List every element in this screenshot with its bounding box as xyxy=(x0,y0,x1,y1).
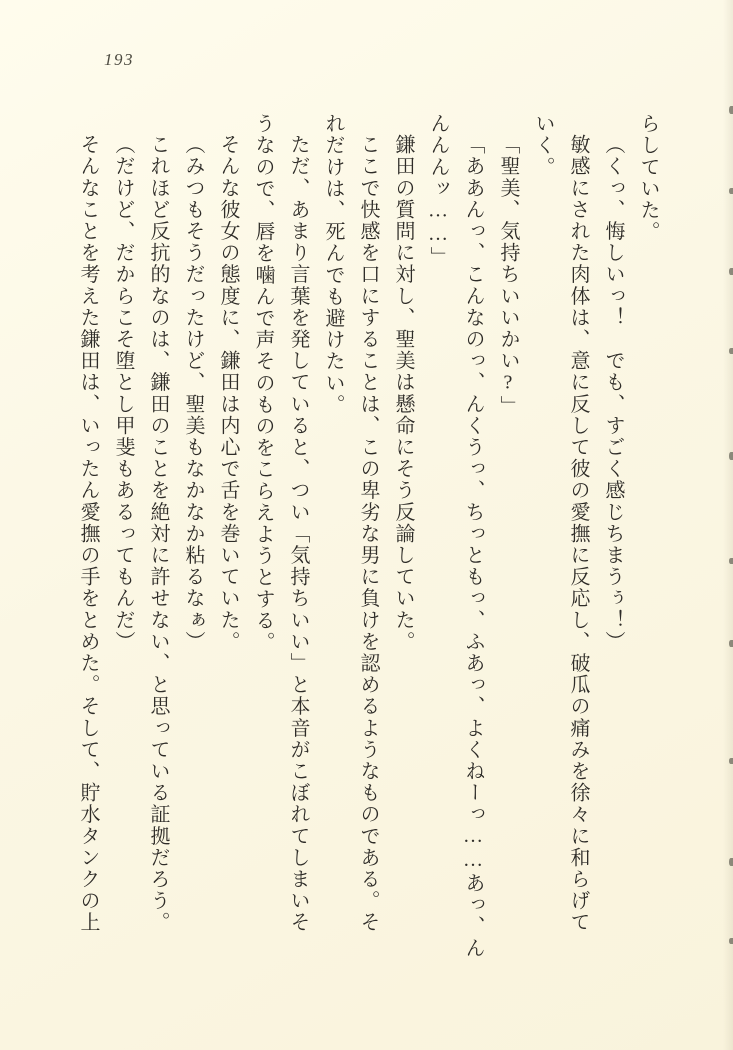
text-line: 鎌田の質問に対し、聖美は懸命にそう反論していた。 xyxy=(392,134,414,653)
text-line: ただ、あまり言葉を発していると、つい「気持ちいい」と本音がこぼれてしまいそ xyxy=(287,134,309,934)
text-line: 「聖美、気持ちいいかい?」 xyxy=(497,134,519,417)
scan-artifact xyxy=(729,938,733,944)
scan-artifact xyxy=(729,758,733,764)
scan-gutter-shade xyxy=(723,0,733,1050)
text-line: （くっ、悔しいっ！ でも、すごく感じちまうぅ！） xyxy=(602,134,624,653)
text-line: らしていた。 xyxy=(637,113,659,243)
text-line: （だけど、だからこそ堕とし甲斐もあるってもんだ） xyxy=(112,134,134,653)
scan-artifact xyxy=(729,106,733,114)
text-line: 敏感にされた肉体は、意に反して彼の愛撫に反応し、破瓜の痛みを徐々に和らげて xyxy=(567,134,589,934)
text-line: これほど反抗的なのは、鎌田のことを絶対に許せない、と思っている証拠だろう。 xyxy=(147,134,169,934)
text-line: んんんッ……」 xyxy=(427,113,449,269)
text-line: うなので、唇を噛んで声そのものをこらえようとする。 xyxy=(252,113,274,653)
text-line: ここで快感を口にすることは、この卑劣な男に負けを認めるようなものである。そ xyxy=(357,134,379,934)
scan-artifact xyxy=(729,640,733,647)
scan-artifact xyxy=(729,858,733,866)
scan-artifact xyxy=(729,268,733,275)
text-line: そんな彼女の態度に、鎌田は内心で舌を巻いていた。 xyxy=(217,134,239,653)
text-line: （みつもそうだったけど、聖美もなかなか粘るなぁ） xyxy=(182,134,204,653)
text-line: 「ああんっ、こんなのっ、んくうっ、ちっともっ、ふあっ、よくねーっ……あっ、ん xyxy=(462,134,484,959)
vertical-text-block xyxy=(70,113,665,985)
scan-artifact xyxy=(729,558,733,564)
scan-artifact xyxy=(729,188,733,194)
text-line: いく。 xyxy=(532,113,554,178)
scan-artifact xyxy=(729,452,733,460)
text-line: そんなことを考えた鎌田は、いったん愛撫の手をとめた。そして、貯水タンクの上 xyxy=(77,134,99,934)
text-line: れだけは、死んでも避けたい。 xyxy=(322,113,344,416)
page-number: 193 xyxy=(104,50,134,69)
scan-artifact xyxy=(729,348,733,354)
